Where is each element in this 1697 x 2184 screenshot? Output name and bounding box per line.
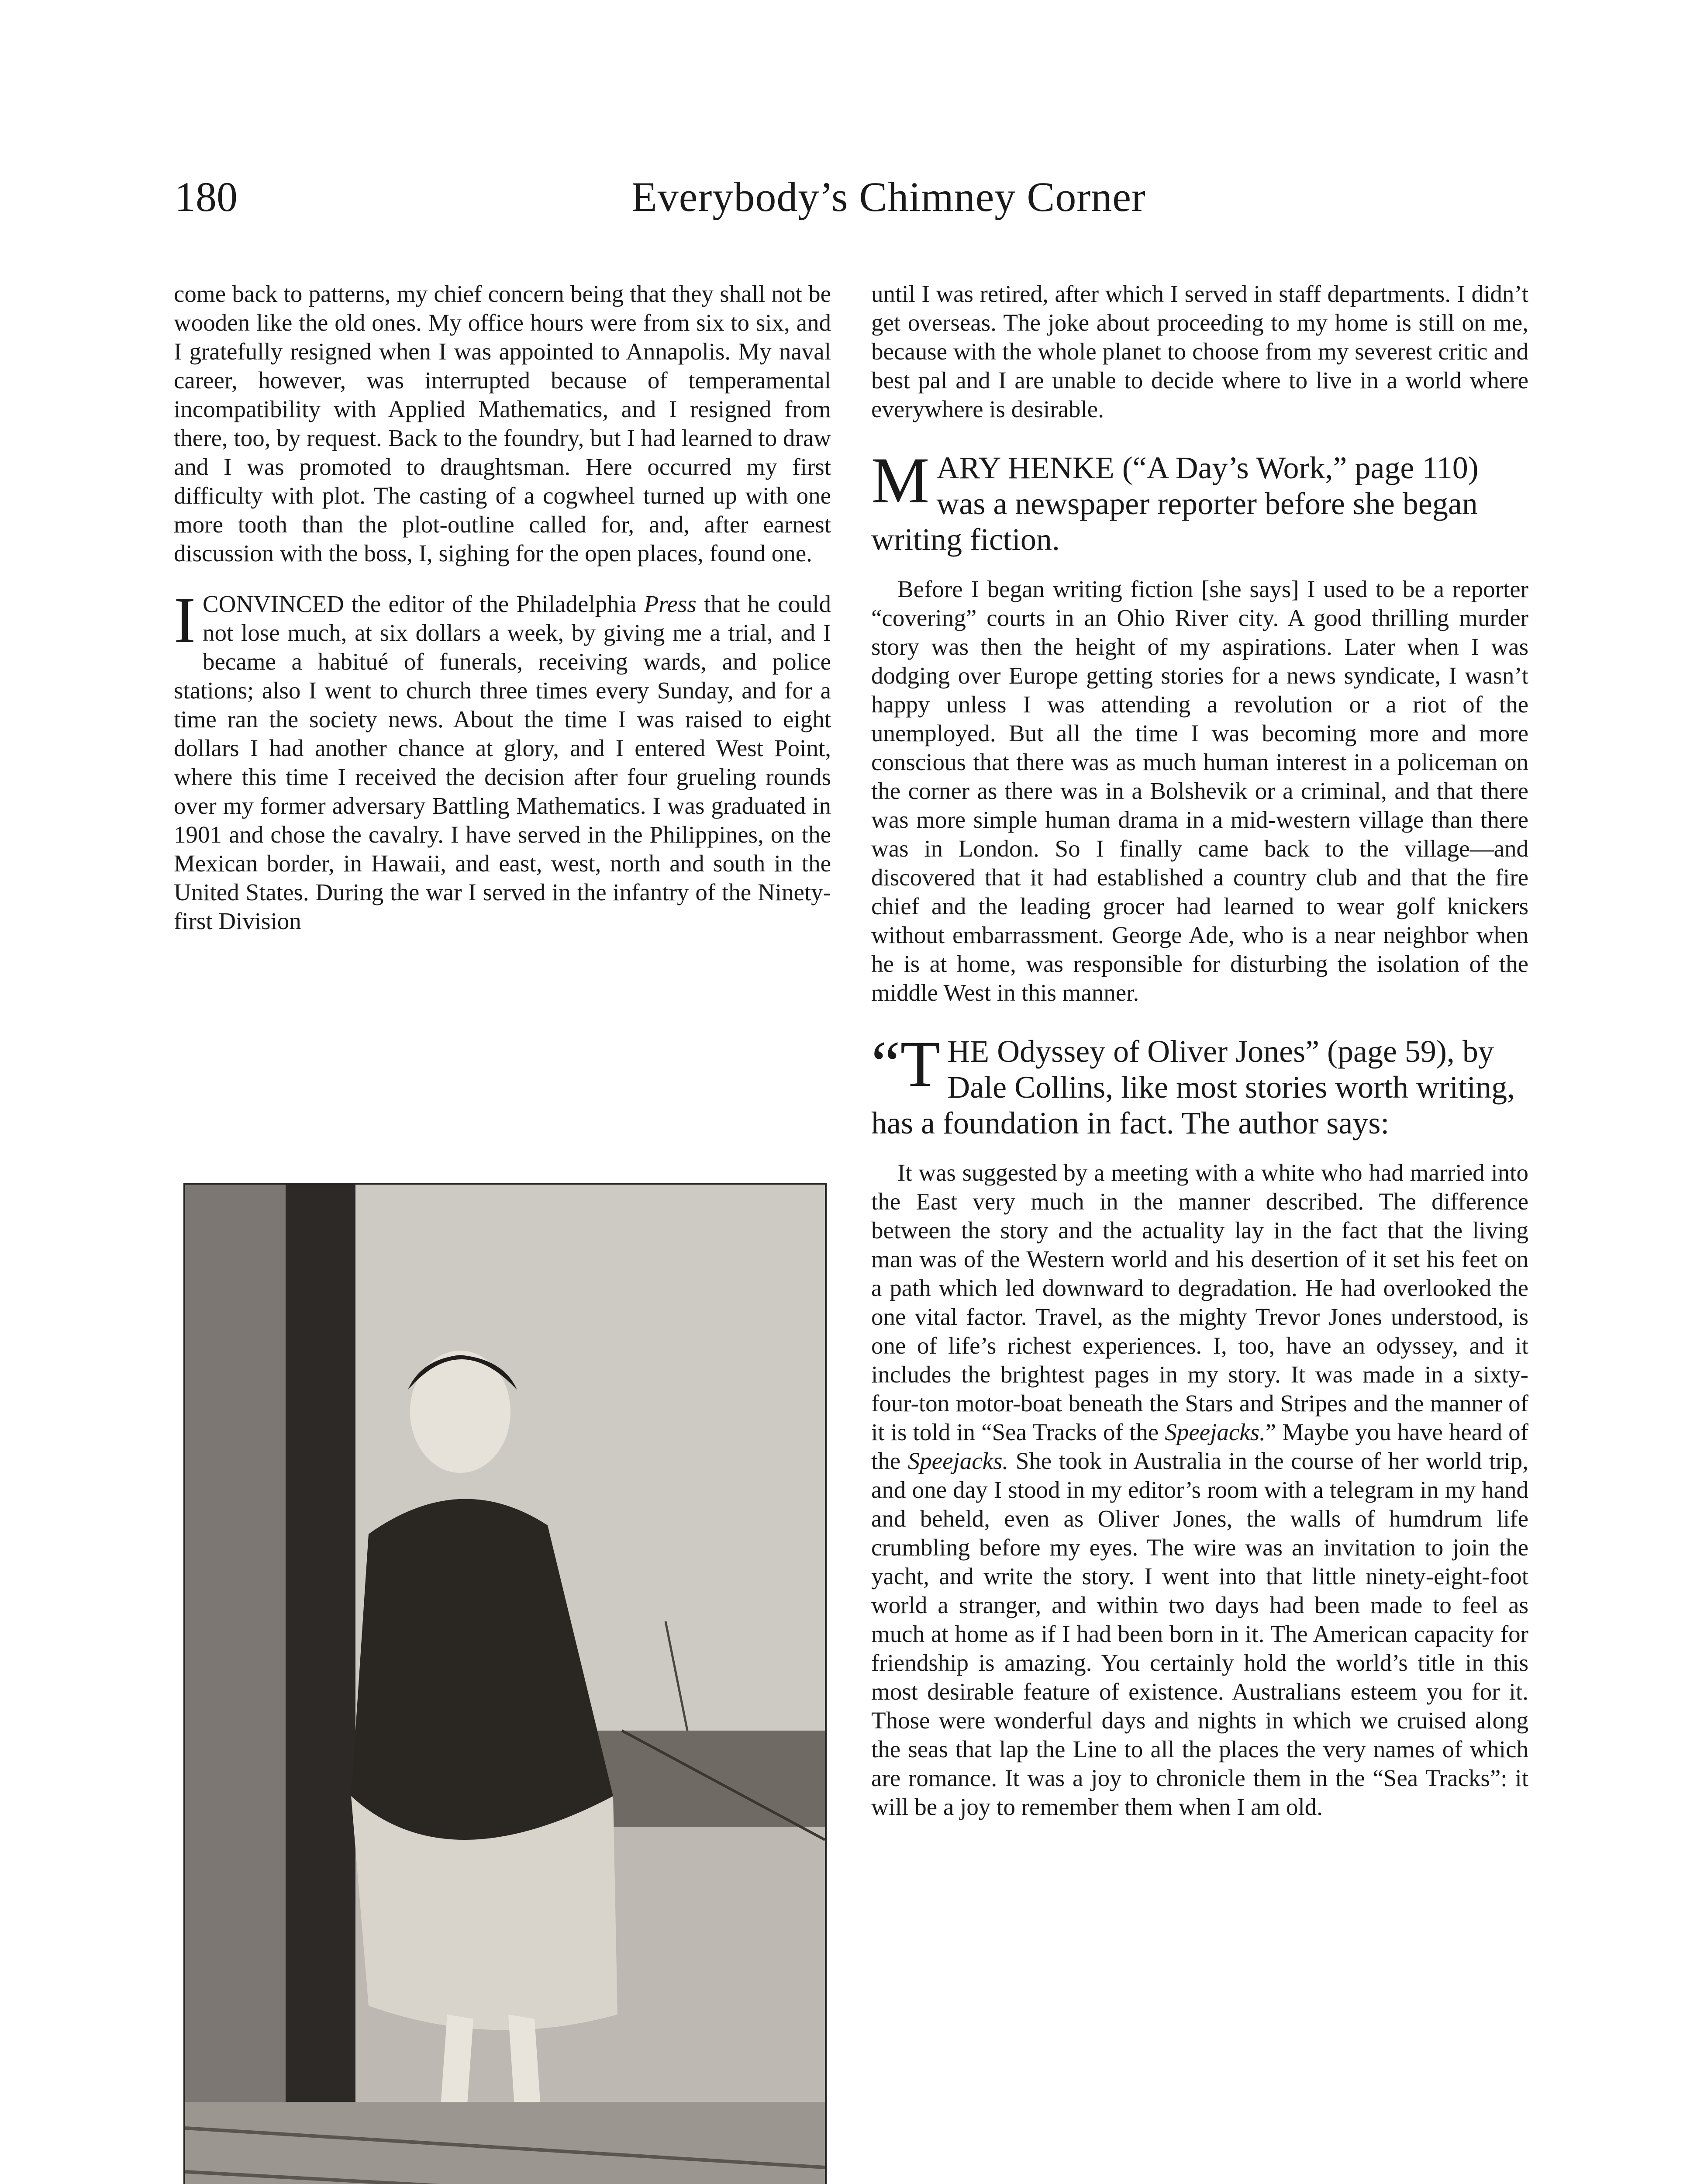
collins-body-2: ” Maybe you have heard of the [871,1419,1528,1474]
page-header [175,173,1603,247]
left-column [174,280,831,936]
henke-section [871,444,1528,557]
left-paragraph-2 [174,584,831,936]
right-column [871,280,1528,1821]
collins-body [871,1158,1528,1821]
collins-section [871,1028,1528,1141]
drop-cap: “T [871,1028,941,1100]
collins-body-3: She took in Australia in the course of her world trip, and one day I stood in my editor’s room with a telegram in my hand and beheld, even as Oliver Jones, the walls of humdrum life crumbling before my eyes. The wire was an invitation to join the yacht, and write the story. I went into that little ninety-eight-foot world a stranger, and within two days had been made to feel as much at home as if I had been born in it. The American capacity for friendship is amazing. You certainly hold the world’s title in this most desirable feature of existence. Australians esteem you for it. Those were wonderful days and nights in which we cruised along the seas that lap the Line to all the places the very names of which are romance. It was a joy to chronicle them in the “Sea Tracks”: it will be a joy to remember them when I am old. [871,1448,1528,1820]
drop-cap: I [174,584,196,657]
collins-lead [871,1028,1528,1141]
left-paragraph-2-start: CONVINCED the editor of the Philadelphia [202,591,644,617]
collins-lead-text: HE Odyssey of Oliver Jones” (page 59), by Dale Collins, like most stories worth writing, has a foundation in fact. The author says: [871,1034,1515,1140]
page-number: 180 [175,173,238,220]
henke-lead [871,444,1528,557]
italic-text: Speejacks. [1165,1419,1266,1445]
running-title: Everybody’s Chimney Corner [631,173,1146,220]
author-photo [183,1183,827,2184]
italic-text: Press [644,591,697,617]
left-paragraph-2-rest: that he could not lose much, at six dollars a week, by giving me a trial, and I became a habitué of funerals, receiving wards, and police stations; also I went to church three times every Sunday, and for a time ran the society news. About the time I was raised to eight dollars I had another chance at glory, and I entered West Point, where this time I received the decision after four grueling rounds over my former adversary Battling Mathematics. I was graduated in 1901 and chose the cavalry. I have served in the Philippines, on the Mexican border, in Hawaii, and east, west, north and south in the United States. During the war I served in the infantry of the Ninety-first Division [174,591,831,934]
photo-image [185,1185,825,2184]
henke-lead-text: ARY HENKE (“A Day’s Work,” page 110) was a newspaper reporter before she began writing fiction. [871,450,1479,557]
left-paragraph-1: come back to patterns, my chief concern being that they shall not be wooden like the old ones. My office hours were from six to six, and I gratefully resigned when I was appointed to Annapolis. My naval career, however, was interrupted because of temperamental incompatibility with Applied Mathematics, and I resigned from there, too, by request. Back to the foundry, but I had learned to draw and I was promoted to draughtsman. Here occurred my first difficulty with plot. The casting of a cogwheel turned up with one more tooth than the plot-outline called for, and, after earnest discussion with the boss, I, sighing for the open places, found one. [174,280,831,567]
collins-body-1: It was suggested by a meeting with a white who had married into the East very much in the manner described. The difference between the story and the actuality lay in the fact that the living man was of the Western world and his desertion of it set his feet on a path which led downward to degradation. He had overlooked the one vital factor. Travel, as the mighty Trevor Jones understood, is one of life’s richest experiences. I, too, have an odyssey, and it includes the brightest pages in my story. It was made in a sixty-four-ton motor-boat beneath the Stars and Stripes and the manner of it is told in “Sea Tracks of the [871,1159,1528,1445]
henke-body: Before I began writing fiction [she says] I used to be a reporter “covering” courts in an Ohio River city. A good thrilling murder story was then the height of my aspirations. Later when I was dodging over Europe getting stories for a news syndicate, I wasn’t happy unless I was attending a revolution or a riot of the unemployed. But all the time I was becoming more and more conscious that there was as much human interest in a policeman on the corner as there was in a Bolshevik or a criminal, and that there was more simple human drama in a mid-western village than there was in London. So I finally came back to the village—and discovered that it had established a country club and that the fire chief and the leading grocer had learned to wear golf knickers without embarrassment. George Ade, who is a near neighbor when he is at home, was responsible for disturbing the isolation of the middle West in this manner. [871,576,1528,1006]
italic-text: Speejacks. [907,1448,1009,1474]
right-paragraph-1: until I was retired, after which I served in staff departments. I didn’t get overseas. The joke about proceeding to my home is still on me, because with the whole planet to choose from my severest critic and best pal and I are unable to decide where to live in a world where everywhere is desirable. [871,280,1528,422]
drop-cap: M [871,444,930,517]
